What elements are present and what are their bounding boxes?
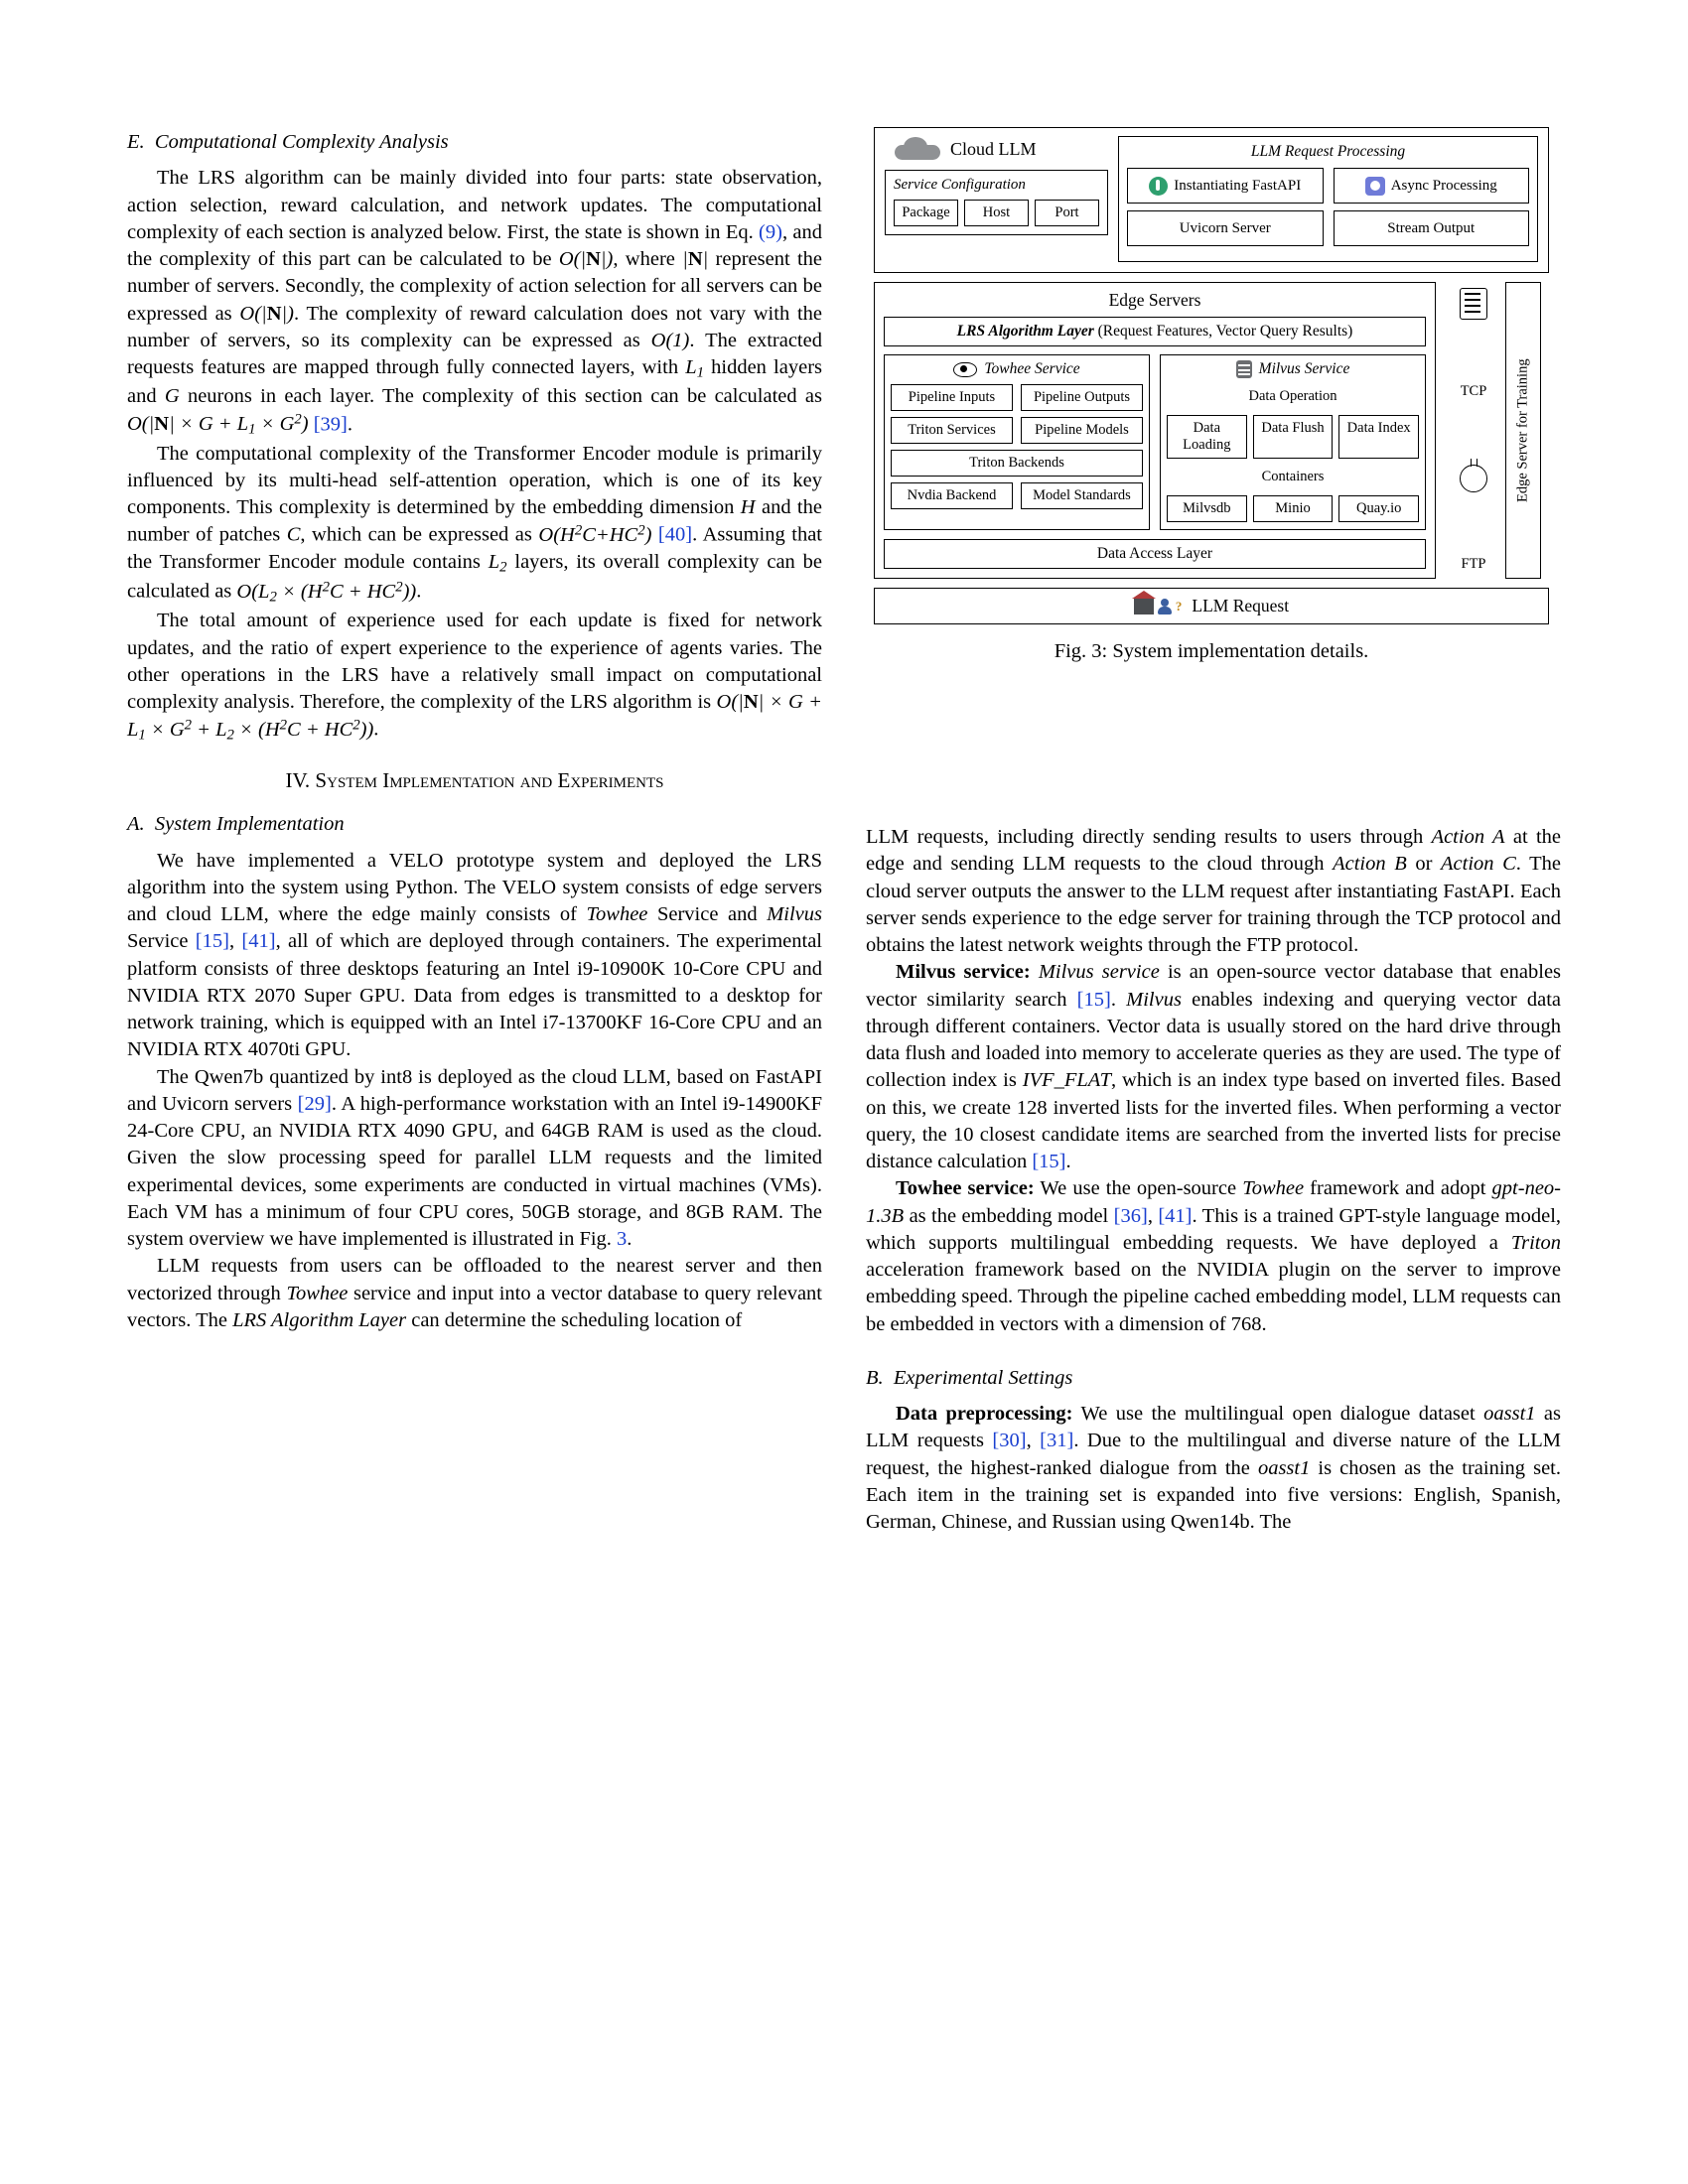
citation-29[interactable]: [29] [297,1092,332,1115]
section-label: B. [866,1366,884,1389]
async-icon [1365,177,1385,196]
citation-39[interactable]: [39] [313,413,348,436]
text-run: . [347,413,352,436]
text-run: , [228,930,242,953]
people-icon [1157,599,1173,614]
towhee-service-box [884,354,1150,530]
cloud-icon [895,136,940,162]
milvus-row-3 [1167,465,1419,489]
math-expr: $O(L_2 \times (H^2C + HC^2))$ [236,579,417,606]
users-icon-group [1134,598,1183,614]
node-milvsdb: Milvsdb [1167,495,1247,522]
section-label: A. [127,813,145,836]
citation-15[interactable]: [15] [1076,988,1111,1011]
llm-request-label: LLM Request [1192,596,1290,615]
spacer [866,1338,1561,1347]
equation-ref-9[interactable]: (9) [759,220,782,243]
tcp-label: TCP [1460,383,1487,400]
text-run: , where [613,248,683,270]
math-expr: G [164,385,180,408]
math-expr: $O(H^2C+HC^2)$ [538,522,652,546]
text-run: hidden layers and [127,356,822,408]
text-run: layers, its overall complexity can be calculated as [127,551,822,604]
text-run: represent the number of servers. Secondly, the complexity of action selection for all servers can be expressed as [127,248,822,325]
text-run: is chosen as the training set. Each item in the training set is expanded into five versions: English, Spanish, German, Chinese, and Russian using Qwen14b. The [866,1456,1561,1533]
node-quay-io: Quay.io [1338,495,1419,522]
side-icons-group [1442,282,1505,579]
milvus-row-1 [1167,384,1419,409]
edge-servers-title: Edge Servers [1108,290,1201,310]
text-run: , [1147,1204,1159,1227]
node-minio: Minio [1253,495,1334,522]
citation-31[interactable]: [31] [1040,1430,1074,1452]
database-icon [1236,360,1252,378]
node-pipeline-outputs: Pipeline Outputs [1021,384,1143,411]
service-configuration-box [885,170,1108,235]
figure-3 [858,127,1565,663]
left-column [127,129,822,1334]
text-run: . [416,581,422,604]
term-towhee: Towhee [1242,1177,1305,1200]
text-run: is an open-source vector database that enables vector similarity search [866,961,1562,1011]
right-column [866,824,1561,1536]
term-milvus: Milvus [1126,988,1182,1011]
term-lrs-algorithm-layer: LRS Algorithm Layer [232,1308,407,1331]
term-milvus: Milvus [767,903,822,926]
citation-41[interactable]: [41] [241,930,276,953]
math-expr: O(|N|) [239,302,294,325]
term-action-b: Action B [1333,853,1407,876]
text-run: . Assuming that the Transformer Encoder module contains [127,523,822,574]
text-run: can determine the scheduling location of [406,1308,743,1331]
label-data-operation: Data Operation [1248,388,1337,404]
edge-servers-panel [874,282,1549,579]
node-label: Async Processing [1390,177,1497,194]
text-run: and the number of patches [127,496,822,546]
text-run: enables indexing and querying vector data through different containers. Vector data is usually stored on the hard drive through data flush and loaded into memory to accelerate queries as they are used. The type of collection index is [866,988,1561,1092]
lrs-algorithm-layer-bar [884,317,1426,346]
service-configuration-title: Service Configuration [894,177,1026,193]
edge-server-for-training-strip: Edge Server for Training [1505,282,1541,579]
lead-in-milvus: Milvus service: [896,961,1031,984]
plug-icon [1460,465,1487,492]
citation-15b[interactable]: [15] [1032,1151,1066,1172]
text-run: We have implemented a VELO prototype system and deployed the LRS algorithm into the system using Python. The VELO system consists of edge servers and cloud LLM, where the edge mainly consists of [127,849,822,926]
node-triton-backends: Triton Backends [891,450,1143,477]
text-run: , which can be expressed as [300,523,539,546]
math-expr: O(|N|) [558,248,614,270]
text-run: . [1065,1151,1071,1172]
node-pipeline-models: Pipeline Models [1021,417,1143,444]
config-item-package: Package [894,200,958,226]
data-access-layer-bar: Data Access Layer [884,539,1426,569]
towhee-row-1 [891,384,1143,411]
figure-ref-3[interactable]: 3 [617,1228,628,1251]
math-expr: C [286,523,301,546]
edge-side-group [1436,282,1541,579]
term-action-c: Action C [1441,853,1516,876]
services-columns [884,354,1426,530]
milvus-service-box [1160,354,1426,530]
node-instantiating-fastapi [1127,168,1324,204]
node-stream-output: Stream Output [1334,210,1530,246]
section-heading-e [127,129,822,156]
term-oasst1-2: oasst1 [1257,1456,1311,1479]
citation-41[interactable]: [41] [1158,1204,1193,1227]
section-heading-iv: IV. System Implementation and Experiments [285,768,664,793]
cloud-llm-panel [874,127,1549,273]
math-expr: O(1) [650,329,690,351]
node-uvicorn-server: Uvicorn Server [1127,210,1324,246]
towhee-service-title: Towhee Service [984,360,1080,377]
paragraph-towhee-service [866,1175,1561,1338]
text-run: acceleration framework based on the NVIDIA plugin on the server to improve embedding speed. Through the pipeline cached embedding model, LLM requests can be embedded in vectors with a dimension of 768. [866,1259,1561,1335]
cloud-left-group [885,136,1108,262]
term-towhee: Towhee [286,1282,349,1304]
text-run: as LLM requests [866,1403,1561,1452]
text-run: Service and [647,903,768,926]
lrs-bar-bold-label: LRS Algorithm Layer [956,323,1094,340]
text-run: LLM requests, including directly sending results to users through [866,826,1432,848]
edge-servers-box [874,282,1436,579]
term-ivf-flat: IVF_FLAT [1022,1069,1111,1092]
towhee-service-title-row [891,360,1143,378]
term-towhee: Towhee [586,903,648,926]
text-run: . This is a trained GPT-style language model, which supports multilingual embedding requests. We have deployed a [866,1204,1562,1254]
term-oasst1: oasst1 [1483,1403,1536,1425]
text-run: or [1406,853,1441,876]
processing-row-2 [1127,210,1529,246]
text-run: . Due to the multilingual and diverse nature of the LLM request, the highest-ranked dialogue from the [866,1430,1561,1479]
node-data-index: Data Index [1338,415,1419,459]
text-run: , all of which are deployed through containers. The experimental platform consists of three desktops featuring an Intel i9-10900K 10-Core CPU and NVIDIA RTX 2070 Super GPU. Data from edges is transmitted to a desktop for network training, which is equipped with an Intel i7-13700KF 16-Core CPU and an NVIDIA RTX 4070ti GPU. [127,930,823,1061]
config-item-port: Port [1035,200,1099,226]
text-run: , which is an index type based on inverted files. Based on this, we create 128 inverted lists for the inverted files. When performing a vector query, the 10 closest candidate items are searched from the inverted lists for precise distance calculation [866,1069,1561,1172]
ftp-label: FTP [1461,555,1486,572]
config-item-host: Host [964,200,1029,226]
node-data-flush: Data Flush [1253,415,1334,459]
math-expr: |N| [682,248,709,270]
math-expr: H [740,496,756,519]
text-run: . The extracted requests features are mapped through fully connected layers, with [127,329,822,378]
towhee-row-4 [891,482,1143,509]
text-run: . The complexity of reward calculation does not vary with the number of servers, so its complexity can be expressed as [127,302,822,351]
text-run: as the embedding model [904,1204,1114,1227]
text-run: We use the multilingual open dialogue dataset [1072,1403,1484,1425]
text-run: . [627,1228,633,1251]
node-nvdia-backend: Nvdia Backend [891,482,1013,509]
eye-icon [953,362,977,377]
term-triton: Triton [1510,1231,1561,1254]
milvus-row-4 [1167,495,1419,522]
text-run: The Qwen7b quantized by int8 is deployed as the cloud LLM, based on FastAPI and Uvicorn servers [127,1065,822,1115]
text-run: framework and adopt [1304,1177,1492,1200]
section-title: Experimental Settings [893,1366,1073,1389]
node-model-standards: Model Standards [1021,482,1143,509]
paragraph-implementation-2 [127,1064,822,1254]
text-run: neurons in each layer. The complexity of this section can be calculated as [179,385,822,408]
paragraph-milvus-service [866,959,1561,1175]
citation-40[interactable]: [40] [657,523,693,546]
math-expr: $O(|N| \times G + L_1 \times G^2 + L_2 \times (H^2C + HC^2))$ [127,691,823,744]
text-run: , and the complexity of this part can be calculated to be [127,220,822,270]
text-run: at the edge and sending LLM requests to the cloud through [866,826,1562,876]
node-triton-services: Triton Services [891,417,1013,444]
text-run: . The cloud server outputs the answer to the LLM request after instantiating FastAPI. Each server sends experience to the edge server for training through the TCP protocol and obtains the latest network weights through the FTP protocol. [866,853,1561,956]
citation-30[interactable]: [30] [992,1430,1027,1452]
section-title: Computational Complexity Analysis [154,131,449,153]
label-containers: Containers [1261,469,1325,484]
cloud-title-row [885,136,1108,162]
math-expr: $O(|N| \times G + L_1 \times G^2)$ [127,411,309,438]
section-label: E. [127,131,145,153]
text-run: The total amount of experience used for each update is fixed for network updates, and the ratio of expert experience to the experience of agents varies. The other operations in the LRS have a relatively small impact on computational complexity analysis. Therefore, the complexity of the LRS algorithm is [127,610,822,714]
term-gpt-neo: gpt-neo-1.3B [866,1177,1561,1227]
text-run: LLM requests from users can be offloaded to the nearest server and then vectorized through [127,1255,822,1304]
llm-request-processing-title: LLM Request Processing [1250,143,1406,160]
towhee-row-2 [891,417,1143,444]
lead-in-data-preprocessing: Data preprocessing: [896,1403,1073,1425]
cloud-llm-label: Cloud LLM [950,138,1037,159]
paragraph-complexity-3 [127,608,822,746]
section-title: System Implementation [154,813,345,836]
node-label: Instantiating FastAPI [1174,177,1302,194]
math-expr: $L_1$ [685,356,704,381]
paragraph-complexity-1 [127,165,822,440]
node-pipeline-inputs: Pipeline Inputs [891,384,1013,411]
paragraph-implementation-3 [127,1253,822,1334]
section-heading-b [866,1365,1561,1392]
citation-36[interactable]: [36] [1113,1204,1148,1227]
text-run: The LRS algorithm can be mainly divided into four parts: state observation, action selection, reward calculation, and network updates. The computational complexity of each section is analyzed below. First, the state is shown in Eq. [127,167,822,243]
server-rack-icon [1460,288,1487,320]
citation-15[interactable]: [15] [195,930,229,953]
question-icon: ? [1175,599,1183,614]
text-run: We use the open-source [1034,1177,1243,1200]
llm-request-bar [874,588,1549,624]
text-run: The computational complexity of the Transformer Encoder module is primarily influenced by its multi-head self-attention operation, which is one of its key components. This complexity is determined by the embedding dimension [127,442,822,519]
text-run: service and input into a vector database to query relevant vectors. The [127,1282,823,1331]
section-heading-a [127,811,822,838]
milvus-row-2 [1167,415,1419,459]
term-milvus-service: Milvus service [1030,961,1160,984]
text-run: . [1110,988,1127,1011]
text-run: . [373,719,379,742]
buildings-icon [1134,598,1154,614]
term-action-a: Action A [1431,826,1505,848]
processing-row-1 [1127,168,1529,204]
text-run: , [1026,1430,1041,1452]
text-run: . A high-performance workstation with an Intel i9-14900KF 24-Core CPU, an NVIDIA RTX 4090 GPU, and 64GB RAM is used as the cloud. Given the slow processing speed for parallel LLM requests and the limited experimental devices, some experiments are conducted in virtual machines (VMs). Each VM has a minimum of four CPU cores, 50GB storage, and 8GB RAM. The system overview we have implemented is illustrated in Fig. [127,1092,822,1251]
node-data-loading: Data Loading [1167,415,1247,459]
service-configuration-items [894,200,1099,226]
text-run: Service [127,930,196,953]
milvus-service-title: Milvus Service [1258,360,1350,377]
math-expr: $L_2$ [488,551,507,576]
lead-in-towhee: Towhee service: [896,1177,1035,1200]
llm-request-processing-box [1118,136,1538,262]
node-async-processing [1334,168,1530,204]
lrs-bar-rest-label: (Request Features, Vector Query Results) [1093,323,1353,340]
paragraph-right-1 [866,824,1561,959]
figure-caption: Fig. 3: System implementation details. [1054,640,1369,662]
towhee-row-3 [891,450,1143,477]
paragraph-data-preprocessing [866,1401,1561,1536]
paragraph-implementation-1 [127,848,822,1064]
milvus-service-title-row [1167,360,1419,378]
fastapi-icon [1149,177,1168,196]
paragraph-complexity-2 [127,441,822,609]
